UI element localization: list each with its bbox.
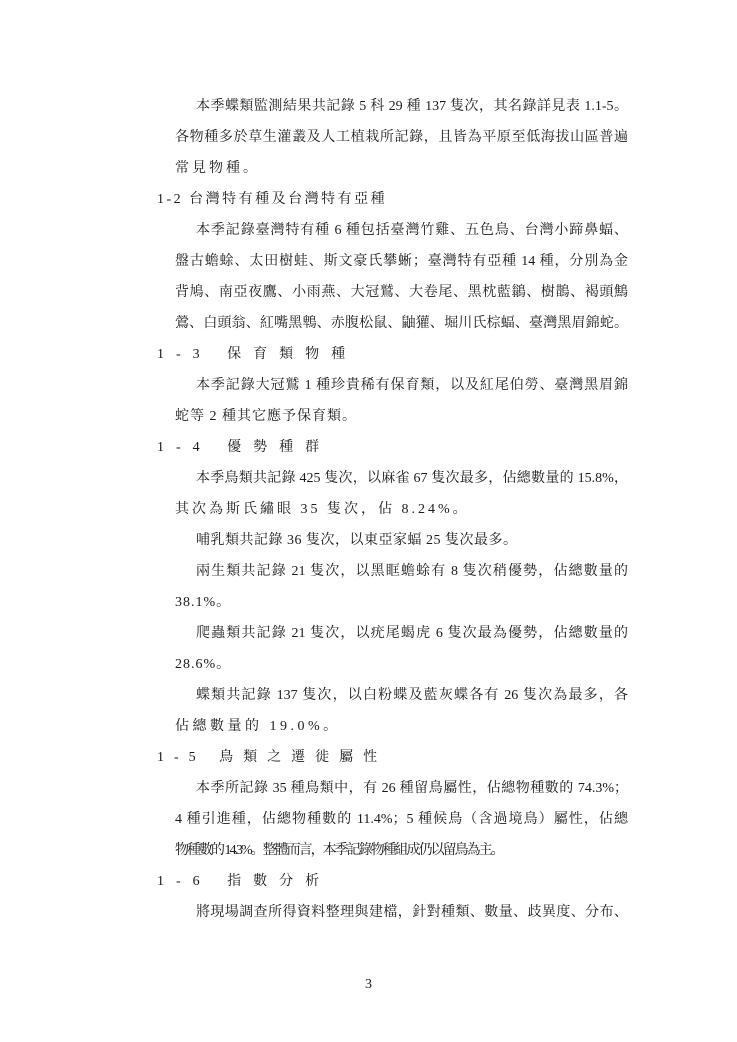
paragraph-line: 本季記錄臺灣特有種 6 種包括臺灣竹雞、五色鳥、台灣小蹄鼻蝠、 (196, 223, 628, 238)
paragraph-line: 常見物種。 (175, 161, 260, 176)
paragraph-line: 盤古蟾蜍、太田樹蛙、斯文豪氏攀蜥；臺灣特有亞種 14 種，分別為金 (175, 254, 628, 269)
paragraph-line: 哺乳類共記錄 36 隻次，以東亞家蝠 25 隻次最多。 (196, 533, 518, 548)
paragraph-line: 其次為斯氏繡眼 35 隻次，佔 8.24%。 (175, 502, 470, 517)
paragraph-line: 28.6%。 (175, 657, 232, 672)
paragraph-line: 蛇等 2 種其它應予保育類。 (175, 409, 357, 424)
paragraph-line: 將現場調查所得資料整理與建檔，針對種類、數量、歧異度、分布、 (196, 905, 628, 920)
paragraph-line: 物種數的 14.3%。整體而言，本季記錄物種組成仍以留鳥為主。 (175, 843, 503, 858)
paragraph-line: 38.1%。 (175, 595, 232, 610)
section-heading-1-6: 1-6 指數分析 (157, 874, 332, 889)
section-heading-1-3: 1-3 保育類物種 (157, 347, 358, 362)
paragraph-line: 兩生類共記錄 21 隻次，以黑眶蟾蜍有 8 隻次稍優勢，佔總數量的 (196, 564, 628, 579)
paragraph-line: 本季記錄大冠鷲 1 種珍貴稀有保育類，以及紅尾伯勞、臺灣黑眉錦 (196, 378, 628, 393)
paragraph-line: 背鳩、南亞夜鷹、小雨燕、大冠鷲、大卷尾、黑枕藍鶲、樹鵲、褐頭鷦 (175, 285, 628, 300)
document-text-block (157, 91, 628, 928)
paragraph-line: 4 種引進種，佔總物種數的 11.4%；5 種候鳥（含過境鳥）屬性，佔總 (175, 812, 628, 827)
paragraph-line: 佔總數量的 19.0%。 (175, 719, 341, 734)
paragraph-line: 鶯、白頭翁、紅嘴黑鵯、赤腹松鼠、鼬獾、堀川氏棕蝠、臺灣黑眉錦蛇。 (175, 316, 628, 331)
section-heading-1-5: 1-5 鳥類之遷徙屬性 (157, 750, 388, 765)
paragraph-line: 各物種多於草生灌叢及人工植栽所記錄，且皆為平原至低海拔山區普遍 (175, 130, 628, 145)
page-number: 3 (365, 977, 372, 992)
paragraph-line: 本季所記錄 35 種鳥類中，有 26 種留鳥屬性，佔總物種數的 74.3%； (196, 781, 628, 796)
section-heading-1-4: 1-4 優勢種群 (157, 440, 332, 455)
paragraph-line: 蝶類共記錄 137 隻次，以白粉蝶及藍灰蝶各有 26 隻次為最多，各 (196, 688, 628, 703)
paragraph-line: 爬蟲類共記錄 21 隻次，以疣尾蝎虎 6 隻次最為優勢，佔總數量的 (196, 626, 628, 641)
section-heading-1-2: 1-2 台灣特有種及台灣特有亞種 (157, 192, 388, 207)
paragraph-line: 本季蝶類監測結果共記錄 5 科 29 種 137 隻次，其名錄詳見表 1.1-5。 (196, 99, 628, 114)
paragraph-line: 本季鳥類共記錄 425 隻次，以麻雀 67 隻次最多，佔總數量的 15.8%， (196, 471, 628, 486)
